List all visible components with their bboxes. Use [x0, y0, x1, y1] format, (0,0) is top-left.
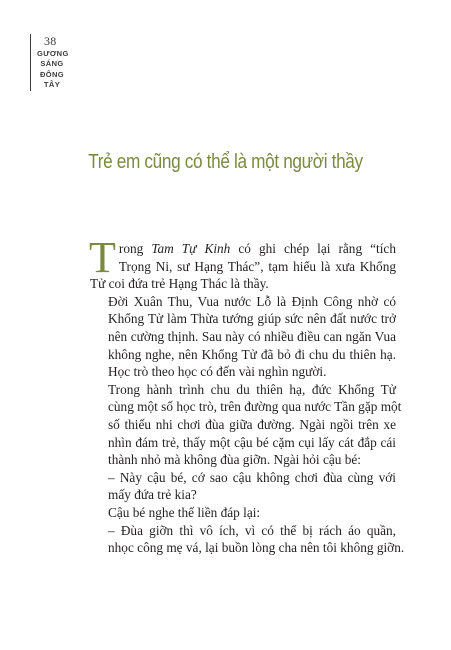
body-text	[89, 233, 405, 557]
text-line: nhìn đám trẻ, thấy một cậu bé cặm cụi lấy cát đắp cái	[108, 434, 396, 450]
paragraph	[90, 522, 405, 557]
text-line: Cậu bé nghe thế liền đáp lại:	[108, 504, 261, 520]
book-title	[31, 49, 71, 91]
italic-title: Tam Tự Kinh	[151, 241, 231, 256]
drop-cap: T	[89, 233, 116, 282]
text-line: Đời Xuân Thu, Vua nước Lỗ là Định Công nhờ có	[108, 293, 396, 309]
text-line: Tử coi đứa trẻ Hạng Thác là thầy.	[90, 276, 269, 292]
page-number: 38	[44, 34, 57, 48]
book-title-line: TÂY	[43, 80, 61, 90]
text-line: Khổng Tử làm Thừa tướng giúp sức nên đất nước trở	[108, 311, 396, 327]
book-title-line: SÁNG	[40, 59, 64, 69]
running-header	[30, 34, 71, 91]
text-line: – Đùa giỡn thì vô ích, vì có thể bị rách áo quần,	[108, 522, 396, 538]
text-line	[90, 240, 396, 258]
text-line: Học trò theo học có đến vài nghìn người.	[108, 364, 327, 380]
paragraph	[90, 293, 396, 381]
text-span: có ghi chép lại rằng “tích	[230, 241, 396, 256]
text-line: nhọc công mẹ vá, lại buồn lòng cha nên tôi không giỡn.	[108, 540, 405, 556]
text-span: rong	[118, 241, 152, 256]
text-line: Trọng Ni, sư Hạng Thác”, tạm hiểu là xưa Khổng	[118, 258, 396, 274]
paragraph	[90, 381, 402, 469]
chapter-title: Trẻ em cũng có thể là một người thầy	[88, 151, 363, 173]
book-title-line: GƯƠNG	[37, 49, 69, 58]
text-line: – Này cậu bé, cớ sao cậu không chơi đùa cùng với	[108, 469, 396, 485]
paragraph	[90, 504, 396, 522]
paragraph	[89, 233, 396, 293]
paragraph	[90, 469, 396, 504]
text-line: nên cường thịnh. Sau này có nhiều điều can ngăn Vua	[108, 328, 396, 344]
text-line: thành nhỏ mà không đùa giỡn. Ngài hỏi cậu bé:	[108, 452, 361, 468]
text-line: số thiếu nhi chơi đùa giữa đường. Ngài ngồi trên xe	[108, 416, 396, 432]
text-line: mấy đứa trẻ kia?	[108, 487, 197, 503]
text-line: cùng một số học trò, trên đường qua nước Tần gặp một	[108, 399, 402, 415]
text-line: Trong hành trình chu du thiên hạ, đức Khổng Tử	[108, 381, 396, 397]
text-line: không nghe, nên Khổng Tử đã bỏ đi chu du thiên hạ.	[108, 346, 396, 362]
book-title-line: ĐÔNG	[39, 69, 65, 79]
